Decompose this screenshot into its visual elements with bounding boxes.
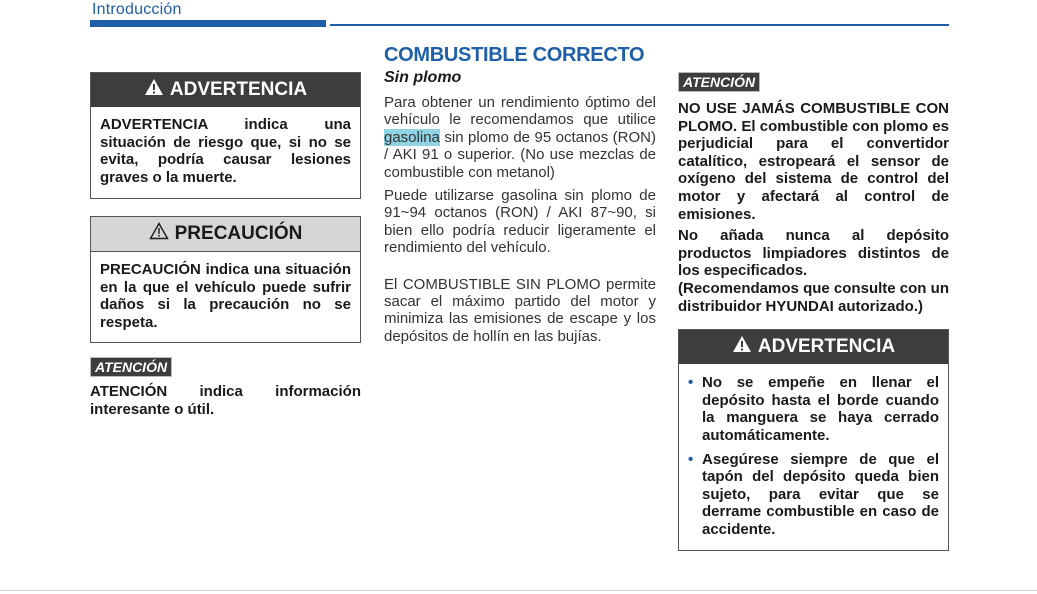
warning-box-title: ADVERTENCIA — [169, 79, 308, 100]
paragraph-unleaded: El COMBUSTIBLE SIN PLOMO permite sacar el máximo partido del motor y minimiza las emisiones de escape y los depósitos de hollín en las bujías. — [384, 275, 656, 345]
notice-text: ATENCIÓN indica información interesante o útil. — [90, 383, 361, 418]
bullet-icon: • — [688, 374, 694, 392]
page-title: COMBUSTIBLE CORRECTO — [384, 44, 645, 66]
highlighted-word: gasolina — [384, 128, 440, 146]
header-bar-accent — [90, 20, 326, 27]
warning-triangle-icon — [732, 335, 752, 359]
caution-box-title: PRECAUCIÓN — [174, 223, 303, 244]
bullet-icon: • — [688, 450, 694, 468]
caution-box — [90, 216, 361, 343]
fuel-warning-box — [678, 329, 949, 551]
warning-box — [90, 72, 361, 199]
section-header: Introducción — [92, 1, 182, 18]
paragraph-octane-start: Para obtener un rendimiento óptimo del vehículo le recomendamos que utilice — [384, 94, 656, 129]
notice-block — [90, 357, 361, 418]
caution-box-header — [91, 217, 360, 252]
notice-cleaners: No añada nunca al depósito productos limpiadores distintos de los especificados. — [678, 227, 949, 280]
warning-triangle-icon — [144, 78, 164, 102]
caution-triangle-icon — [149, 222, 169, 246]
paragraph-octane-end: sin plomo de 95 octanos (RON) / AKI 91 o superior. (No use mezclas de combustible con metanol) — [384, 128, 656, 181]
subtitle: Sin plomo — [384, 69, 462, 86]
warning-box-body: ADVERTENCIA indica una situación de riesgo que, si no se evita, podría causar lesiones graves o la muerte. — [100, 116, 351, 186]
fuel-warning-body — [679, 364, 948, 553]
paragraph-octane — [384, 94, 656, 181]
fuel-warning-header — [679, 330, 948, 364]
paragraph-alt-octane: Puede utilizarse gasolina sin plomo de 91~94 octanos (RON) / AKI 87~90, si bien ello podría reducir ligeramente el rendimiento del vehículo. — [384, 187, 656, 257]
list-item-text: No se empeñe en llenar el depósito hasta el borde cuando la manguera se haya cerrado automáticamente. — [702, 374, 939, 444]
bottom-border — [0, 590, 1037, 591]
header-rule — [330, 24, 949, 26]
fuel-warning-title: ADVERTENCIA — [757, 336, 896, 358]
notice-dealer: (Recomendamos que consulte con un distribuidor HYUNDAI autorizado.) — [678, 279, 949, 315]
left-column — [90, 72, 361, 418]
middle-column — [384, 42, 656, 345]
notice-leaded-fuel: NO USE JAMÁS COMBUSTIBLE CON PLOMO. El combustible con plomo es perjudicial para el convertidor catalítico, estropeará el sensor de oxígeno del sistema de control del motor y afectará al control de emisiones. — [678, 100, 949, 223]
notice-badge: ATENCIÓN — [678, 72, 760, 92]
warning-box-header — [91, 73, 360, 107]
caution-box-body: PRECAUCIÓN indica una situación en la que el vehículo puede sufrir daños si la precaución no se respeta. — [100, 261, 351, 331]
notice-badge: ATENCIÓN — [90, 357, 172, 377]
right-column — [678, 72, 949, 551]
list-item — [688, 451, 939, 539]
fuel-warning-list — [688, 374, 939, 538]
list-item — [688, 374, 939, 444]
list-item-text: Asegúrese siempre de que el tapón del depósito queda bien sujeto, para evitar que se derrame combustible en caso de accidente. — [702, 450, 939, 538]
